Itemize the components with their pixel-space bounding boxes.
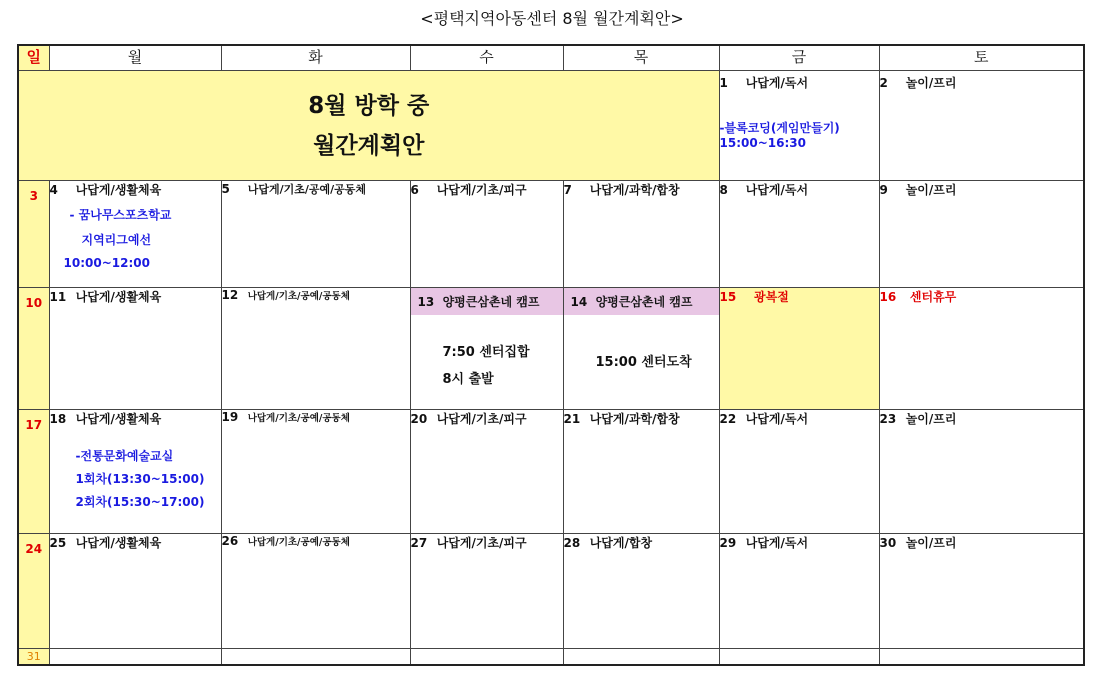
day-number: 12 <box>221 288 239 302</box>
week-row-6 <box>18 649 1084 665</box>
day-activity: 양평큰삼촌네 캠프 <box>595 295 693 309</box>
day-activity: 놀이/프리 <box>905 183 957 197</box>
day-activity: 나답게/기초/공예/공동체 <box>247 537 350 548</box>
day-cell-8 <box>719 181 879 288</box>
camp-banner <box>410 288 563 315</box>
day-cell-2 <box>879 71 1084 181</box>
day-cell-1 <box>719 71 879 181</box>
day-cell-11 <box>49 288 221 410</box>
day-number: 20 <box>410 412 428 426</box>
day-activity: 놀이/프리 <box>905 536 957 550</box>
day-number: 6 <box>410 183 419 197</box>
day-activity: 광복절 <box>754 290 789 304</box>
day-note: 15:00 센터도착 <box>595 355 692 370</box>
day-cell-3: 3 <box>18 181 49 288</box>
day-cell-16 <box>879 288 1084 410</box>
day-number: 15 <box>719 290 737 304</box>
week-row-1 <box>18 71 1084 181</box>
day-number: 30 <box>879 536 897 550</box>
day-activity: 센터휴무 <box>909 290 957 304</box>
empty-cell <box>563 649 719 665</box>
day-activity: 나답게/생활체육 <box>75 536 162 550</box>
calendar-table <box>17 44 1085 666</box>
weekday-header-row <box>18 45 1084 71</box>
day-note: -전통문화예술교실 <box>75 449 174 463</box>
day-number: 29 <box>719 536 737 550</box>
weekday-sat: 토 <box>879 45 1084 71</box>
day-number: 7 <box>563 183 572 197</box>
day-number: 8 <box>719 183 728 197</box>
camp-banner <box>563 288 719 315</box>
day-cell-22 <box>719 410 879 534</box>
day-note: 2회차(15:30~17:00) <box>75 495 205 509</box>
day-activity: 나답게/기초/공예/공동체 <box>247 291 350 302</box>
day-number: 13 <box>417 295 435 309</box>
weekday-tue: 화 <box>221 45 410 71</box>
weekday-thu: 목 <box>563 45 719 71</box>
day-cell-10: 10 <box>18 288 49 410</box>
day-activity: 나답게/기초/피구 <box>436 183 527 197</box>
day-activity: 나답게/기초/공예/공동체 <box>247 413 350 424</box>
day-activity: 나답게/생활체육 <box>75 183 162 197</box>
day-activity: 나답게/과학/합창 <box>589 412 680 426</box>
day-cell-20 <box>410 410 563 534</box>
vacation-line2: 월간계획안 <box>313 132 425 159</box>
day-cell-19 <box>221 410 410 534</box>
day-number: 22 <box>719 412 737 426</box>
day-note: -블록코딩(게임만들기) <box>719 121 840 135</box>
empty-cell <box>49 649 221 665</box>
day-note: 지역리그예선 <box>81 233 152 247</box>
day-cell-21 <box>563 410 719 534</box>
day-activity: 나답게/독서 <box>745 412 809 426</box>
day-number: 5 <box>221 182 230 196</box>
vacation-banner <box>18 71 719 181</box>
weekday-sun: 일 <box>18 45 49 71</box>
day-number: 1 <box>719 76 728 90</box>
day-cell-24: 24 <box>18 534 49 649</box>
day-cell-4 <box>49 181 221 288</box>
day-number: 11 <box>49 290 67 304</box>
day-number: 16 <box>879 290 897 304</box>
day-cell-9 <box>879 181 1084 288</box>
day-cell-31: 31 <box>18 649 49 665</box>
day-number: 18 <box>49 412 67 426</box>
week-row-3 <box>18 288 1084 410</box>
day-activity: 양평큰삼촌네 캠프 <box>442 295 540 309</box>
empty-cell <box>719 649 879 665</box>
day-activity: 나답게/과학/합창 <box>589 183 680 197</box>
day-cell-26 <box>221 534 410 649</box>
day-activity: 나답게/독서 <box>745 76 809 90</box>
day-number: 14 <box>570 295 588 309</box>
day-number: 28 <box>563 536 581 550</box>
day-cell-25 <box>49 534 221 649</box>
day-activity: 놀이/프리 <box>905 412 957 426</box>
day-cell-15 <box>719 288 879 410</box>
day-cell-17: 17 <box>18 410 49 534</box>
day-cell-7 <box>563 181 719 288</box>
day-note: 8시 출발 <box>442 372 494 387</box>
day-activity: 나답게/독서 <box>745 536 809 550</box>
day-cell-29 <box>719 534 879 649</box>
day-activity: 나답게/생활체육 <box>75 290 162 304</box>
day-number: 27 <box>410 536 428 550</box>
day-number: 23 <box>879 412 897 426</box>
day-activity: 나답게/생활체육 <box>75 412 162 426</box>
day-cell-28 <box>563 534 719 649</box>
vacation-line1: 8월 방학 중 <box>308 92 430 119</box>
empty-cell <box>221 649 410 665</box>
day-number: 19 <box>221 410 239 424</box>
day-cell-18 <box>49 410 221 534</box>
day-number: 9 <box>879 183 888 197</box>
weekday-fri: 금 <box>719 45 879 71</box>
day-number: 21 <box>563 412 581 426</box>
day-cell-30 <box>879 534 1084 649</box>
day-number: 2 <box>879 76 888 90</box>
empty-cell <box>410 649 563 665</box>
day-note: 15:00~16:30 <box>719 136 806 150</box>
day-cell-6 <box>410 181 563 288</box>
day-number: 26 <box>221 534 239 548</box>
day-cell-27 <box>410 534 563 649</box>
weekday-mon: 월 <box>49 45 221 71</box>
day-note: 1회차(13:30~15:00) <box>75 472 205 486</box>
day-cell-13 <box>410 288 563 410</box>
week-row-2 <box>18 181 1084 288</box>
day-activity: 놀이/프리 <box>905 76 957 90</box>
page-title: <평택지역아동센터 8월 월간계획안> <box>420 9 684 28</box>
day-cell-14 <box>563 288 719 410</box>
weekday-wed: 수 <box>410 45 563 71</box>
day-cell-12 <box>221 288 410 410</box>
day-cell-23 <box>879 410 1084 534</box>
day-number: 4 <box>49 183 58 197</box>
week-row-4 <box>18 410 1084 534</box>
day-cell-5 <box>221 181 410 288</box>
week-row-5 <box>18 534 1084 649</box>
empty-cell <box>879 649 1084 665</box>
day-activity: 나답게/합창 <box>589 536 653 550</box>
day-note: 10:00~12:00 <box>63 256 150 270</box>
day-note: - 꿈나무스포츠학교 <box>69 208 172 222</box>
day-note: 7:50 센터집합 <box>442 345 530 360</box>
day-activity: 나답게/기초/피구 <box>436 412 527 426</box>
day-activity: 나답게/독서 <box>745 183 809 197</box>
day-number: 25 <box>49 536 67 550</box>
day-activity: 나답게/기초/피구 <box>436 536 527 550</box>
day-activity: 나답게/기초/공예/공동체 <box>247 183 366 196</box>
